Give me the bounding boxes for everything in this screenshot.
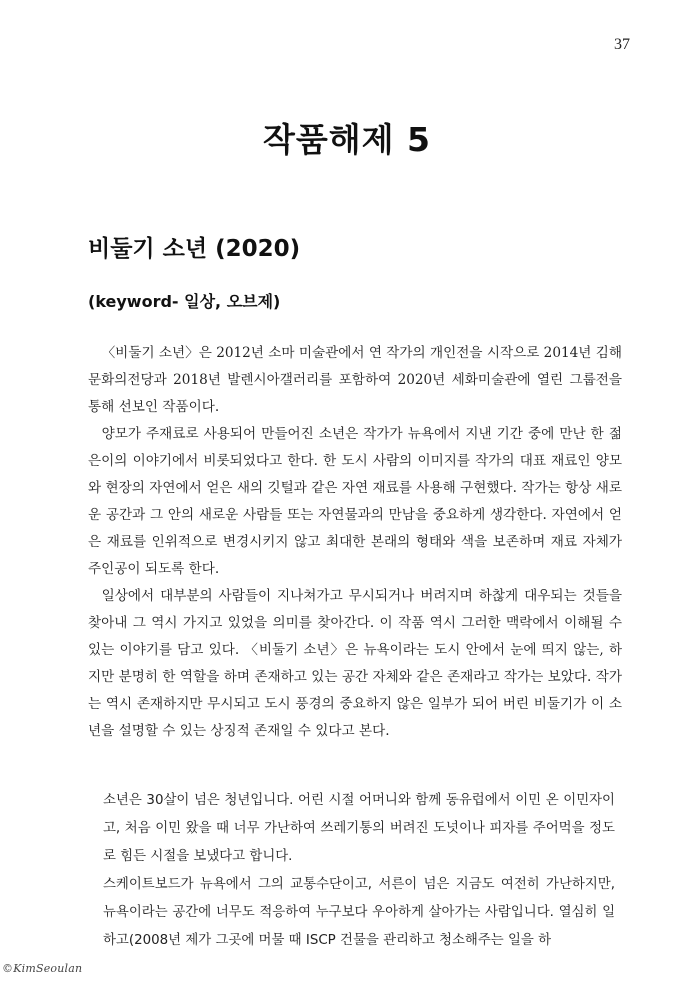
page-number: 37 (614, 36, 630, 53)
copyright-watermark: ©KimSeoulan (2, 962, 83, 975)
quote-paragraph: 소년은 30살이 넘은 청년입니다. 어린 시절 어머니와 함께 동유럽에서 이민 온 이민자이고, 처음 이민 왔을 때 너무 가난하여 쓰레기통의 버려진 도넛이나 피자를 주어먹을 정도로 힘든 시절을 보냈다고 합니다. (103, 793, 615, 864)
keywords-line: (keyword- 일상, 오브제) (88, 292, 281, 311)
essay-paragraph: 〈비둘기 소년〉은 2012년 소마 미술관에서 연 작가의 개인전을 시작으로 2014년 김해문화의전당과 2018년 발렌시아갤러리를 포함하여 2020년 세화미술관에 열린 그룹전을 통해 선보인 작품이다. (88, 345, 622, 415)
artist-quote (103, 787, 615, 955)
quote-paragraph: 스케이트보드가 뉴욕에서 그의 교통수단이고, 서른이 넘은 지금도 여전히 가난하지만, 뉴욕이라는 공간에 너무도 적응하여 누구보다 우아하게 살아가는 사람입니다. 열심히 일하고(2008년 제가 그곳에 머물 때 ISCP 건물을 관리하고 청소해주는 일을 하 (103, 877, 615, 948)
page-title: 작품해제 5 (263, 120, 431, 159)
essay-paragraph: 일상에서 대부분의 사람들이 지나쳐가고 무시되거나 버려지며 하찮게 대우되는 것들을 찾아내 그 역시 가지고 있었을 의미를 찾아간다. 이 작품 역시 그러한 맥락에서 이해될 수 있는 이야기를 담고 있다. 〈비둘기 소년〉은 뉴욕이라는 도시 안에서 눈에 띄지 않는, 하지만 분명히 한 역할을 하며 존재하고 있는 공간 자체와 같은 존재라고 작가는 보았다. 작가는 역시 존재하지만 무시되고 도시 풍경의 중요하지 않은 일부가 되어 버린 비둘기가 이 소년을 설명할 수 있는 상징적 존재일 수 있다고 본다. (88, 588, 622, 739)
work-title: 비둘기 소년 (2020) (88, 236, 301, 262)
essay-body (88, 340, 622, 745)
essay-paragraph: 양모가 주재료로 사용되어 만들어진 소년은 작가가 뉴욕에서 지낸 기간 중에 만난 한 젊은이의 이야기에서 비롯되었다고 한다. 한 도시 사람의 이미지를 작가의 대표 재료인 양모와 현장의 자연에서 얻은 새의 깃털과 같은 자연 재료를 사용해 구현했다. 작가는 항상 새로운 공간과 그 안의 새로운 사람들 또는 자연물과의 만남을 중요하게 생각한다. 자연에서 얻은 재료를 인위적으로 변경시키지 않고 최대한 본래의 형태와 색을 보존하며 재료 자체가 주인공이 되도록 한다. (88, 426, 622, 577)
